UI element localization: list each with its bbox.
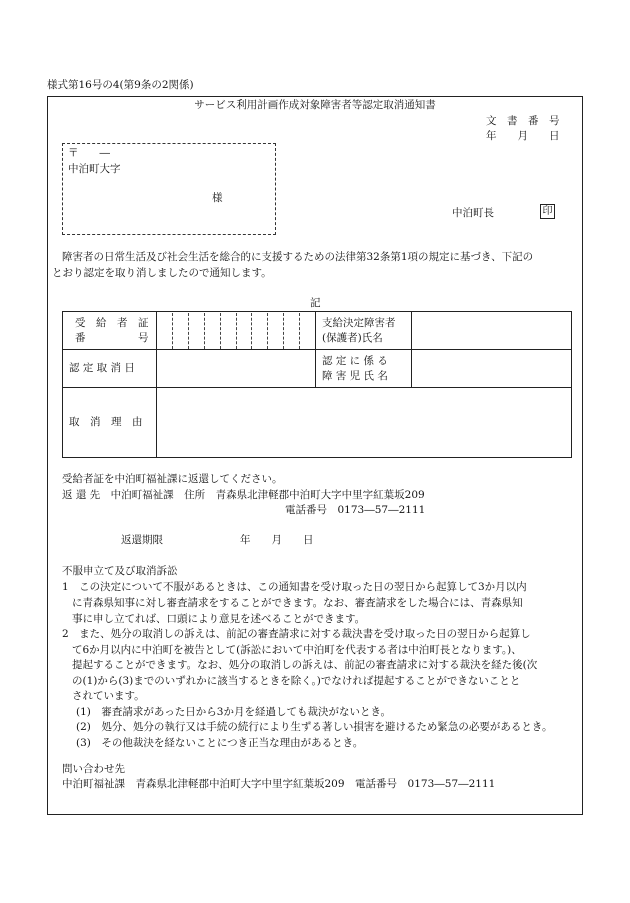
- cancel-date-value: [157, 350, 316, 388]
- cancel-reason-label: 取 消 理 由: [63, 388, 157, 458]
- appeal-item-2: (2) 処分、処分の執行又は手続の続行により生ずる著しい損害を避けるため緊急の必要があるとき。: [76, 721, 553, 733]
- return-deadline-label: 返還期限: [121, 534, 163, 546]
- appeal-line-8: されています。: [72, 690, 145, 702]
- seal-mark: 印: [540, 204, 555, 219]
- appeal-line-6: 提起することができます。なお、処分の取消しの訴えは、前記の審査請求に対する裁決を経た後(次: [72, 659, 538, 671]
- date-label: 年 月 日: [486, 130, 560, 142]
- appeal-item-3: (3) その他裁決を経ないことにつき正当な理由があるとき。: [76, 737, 364, 749]
- cancel-reason-value: [157, 388, 572, 458]
- contact-heading: 問い合わせ先: [62, 763, 125, 775]
- appeal-item-1: (1) 審査請求があった日から3か月を経過しても裁決がないとき。: [76, 706, 392, 718]
- recipient-address: 中泊町大字: [68, 163, 121, 175]
- guardian-name-label: 支給決定障害者 (保護者)氏名: [316, 312, 412, 350]
- recipient-honorific: 様: [212, 192, 223, 204]
- return-note: 受給者証を中泊町福祉課に返還してください。: [62, 473, 283, 485]
- ki-heading: 記: [310, 297, 321, 309]
- postal-mark: 〒 ―: [68, 147, 110, 159]
- page-title: サービス利用計画作成対象障害者等認定取消通知書: [194, 99, 436, 111]
- body-text-line-1: 障害者の日常生活及び社会生活を総合的に支援するための法律第32条第1項の規定に基づき、下記の: [62, 251, 534, 263]
- cancel-date-label: 認 定 取 消 日: [63, 350, 157, 388]
- appeal-heading: 不服申立て及び取消訴訟: [62, 565, 178, 577]
- appeal-line-5: て6か月以内に中泊町を被告として(訴訟において中泊町を代表する者は中泊町長となります。)、: [72, 644, 522, 656]
- child-name-label: 認 定 に 係 る 障 害 児 氏 名: [316, 350, 412, 388]
- appeal-line-3: 事に申し立てれば、口頭により意見を述べることができます。: [72, 613, 366, 625]
- child-name-value: [412, 350, 572, 388]
- appeal-line-4: 2 また、処分の取消しの訴えは、前記の審査請求に対する裁決書を受け取った日の翌日から起算し: [62, 628, 531, 640]
- guardian-name-value: [412, 312, 572, 350]
- cert-number-label: 受 給 者 証 番 号: [63, 312, 157, 350]
- cert-number-digits: [157, 312, 316, 350]
- notice-table: [62, 311, 572, 458]
- form-number: 様式第16号の4(第9条の2関係): [47, 79, 194, 91]
- return-destination: 返 還 先 中泊町福祉課 住所 青森県北津軽郡中泊町大字中里字紅葉坂209: [62, 489, 425, 501]
- appeal-line-2: に青森県知事に対し審査請求をすることができます。なお、審査請求をした場合には、青森県知: [72, 597, 523, 609]
- issuer-name: 中泊町長: [452, 207, 494, 219]
- return-phone: 電話番号 0173―57―2111: [285, 504, 426, 516]
- doc-number-label: 文 書 番 号: [486, 115, 560, 127]
- contact-line: 中泊町福祉課 青森県北津軽郡中泊町大字中里字紅葉坂209 電話番号 0173―57―2111: [62, 778, 496, 790]
- appeal-line-7: の(1)から(3)までのいずれかに該当するときを除く。)でなければ提起することができないことと: [72, 675, 521, 687]
- return-deadline-date: 年 月 日: [240, 534, 314, 546]
- appeal-line-1: 1 この決定について不服があるときは、この通知書を受け取った日の翌日から起算して3か月以内: [62, 581, 527, 593]
- body-text-line-2: とおり認定を取り消しましたので通知します。: [52, 267, 272, 279]
